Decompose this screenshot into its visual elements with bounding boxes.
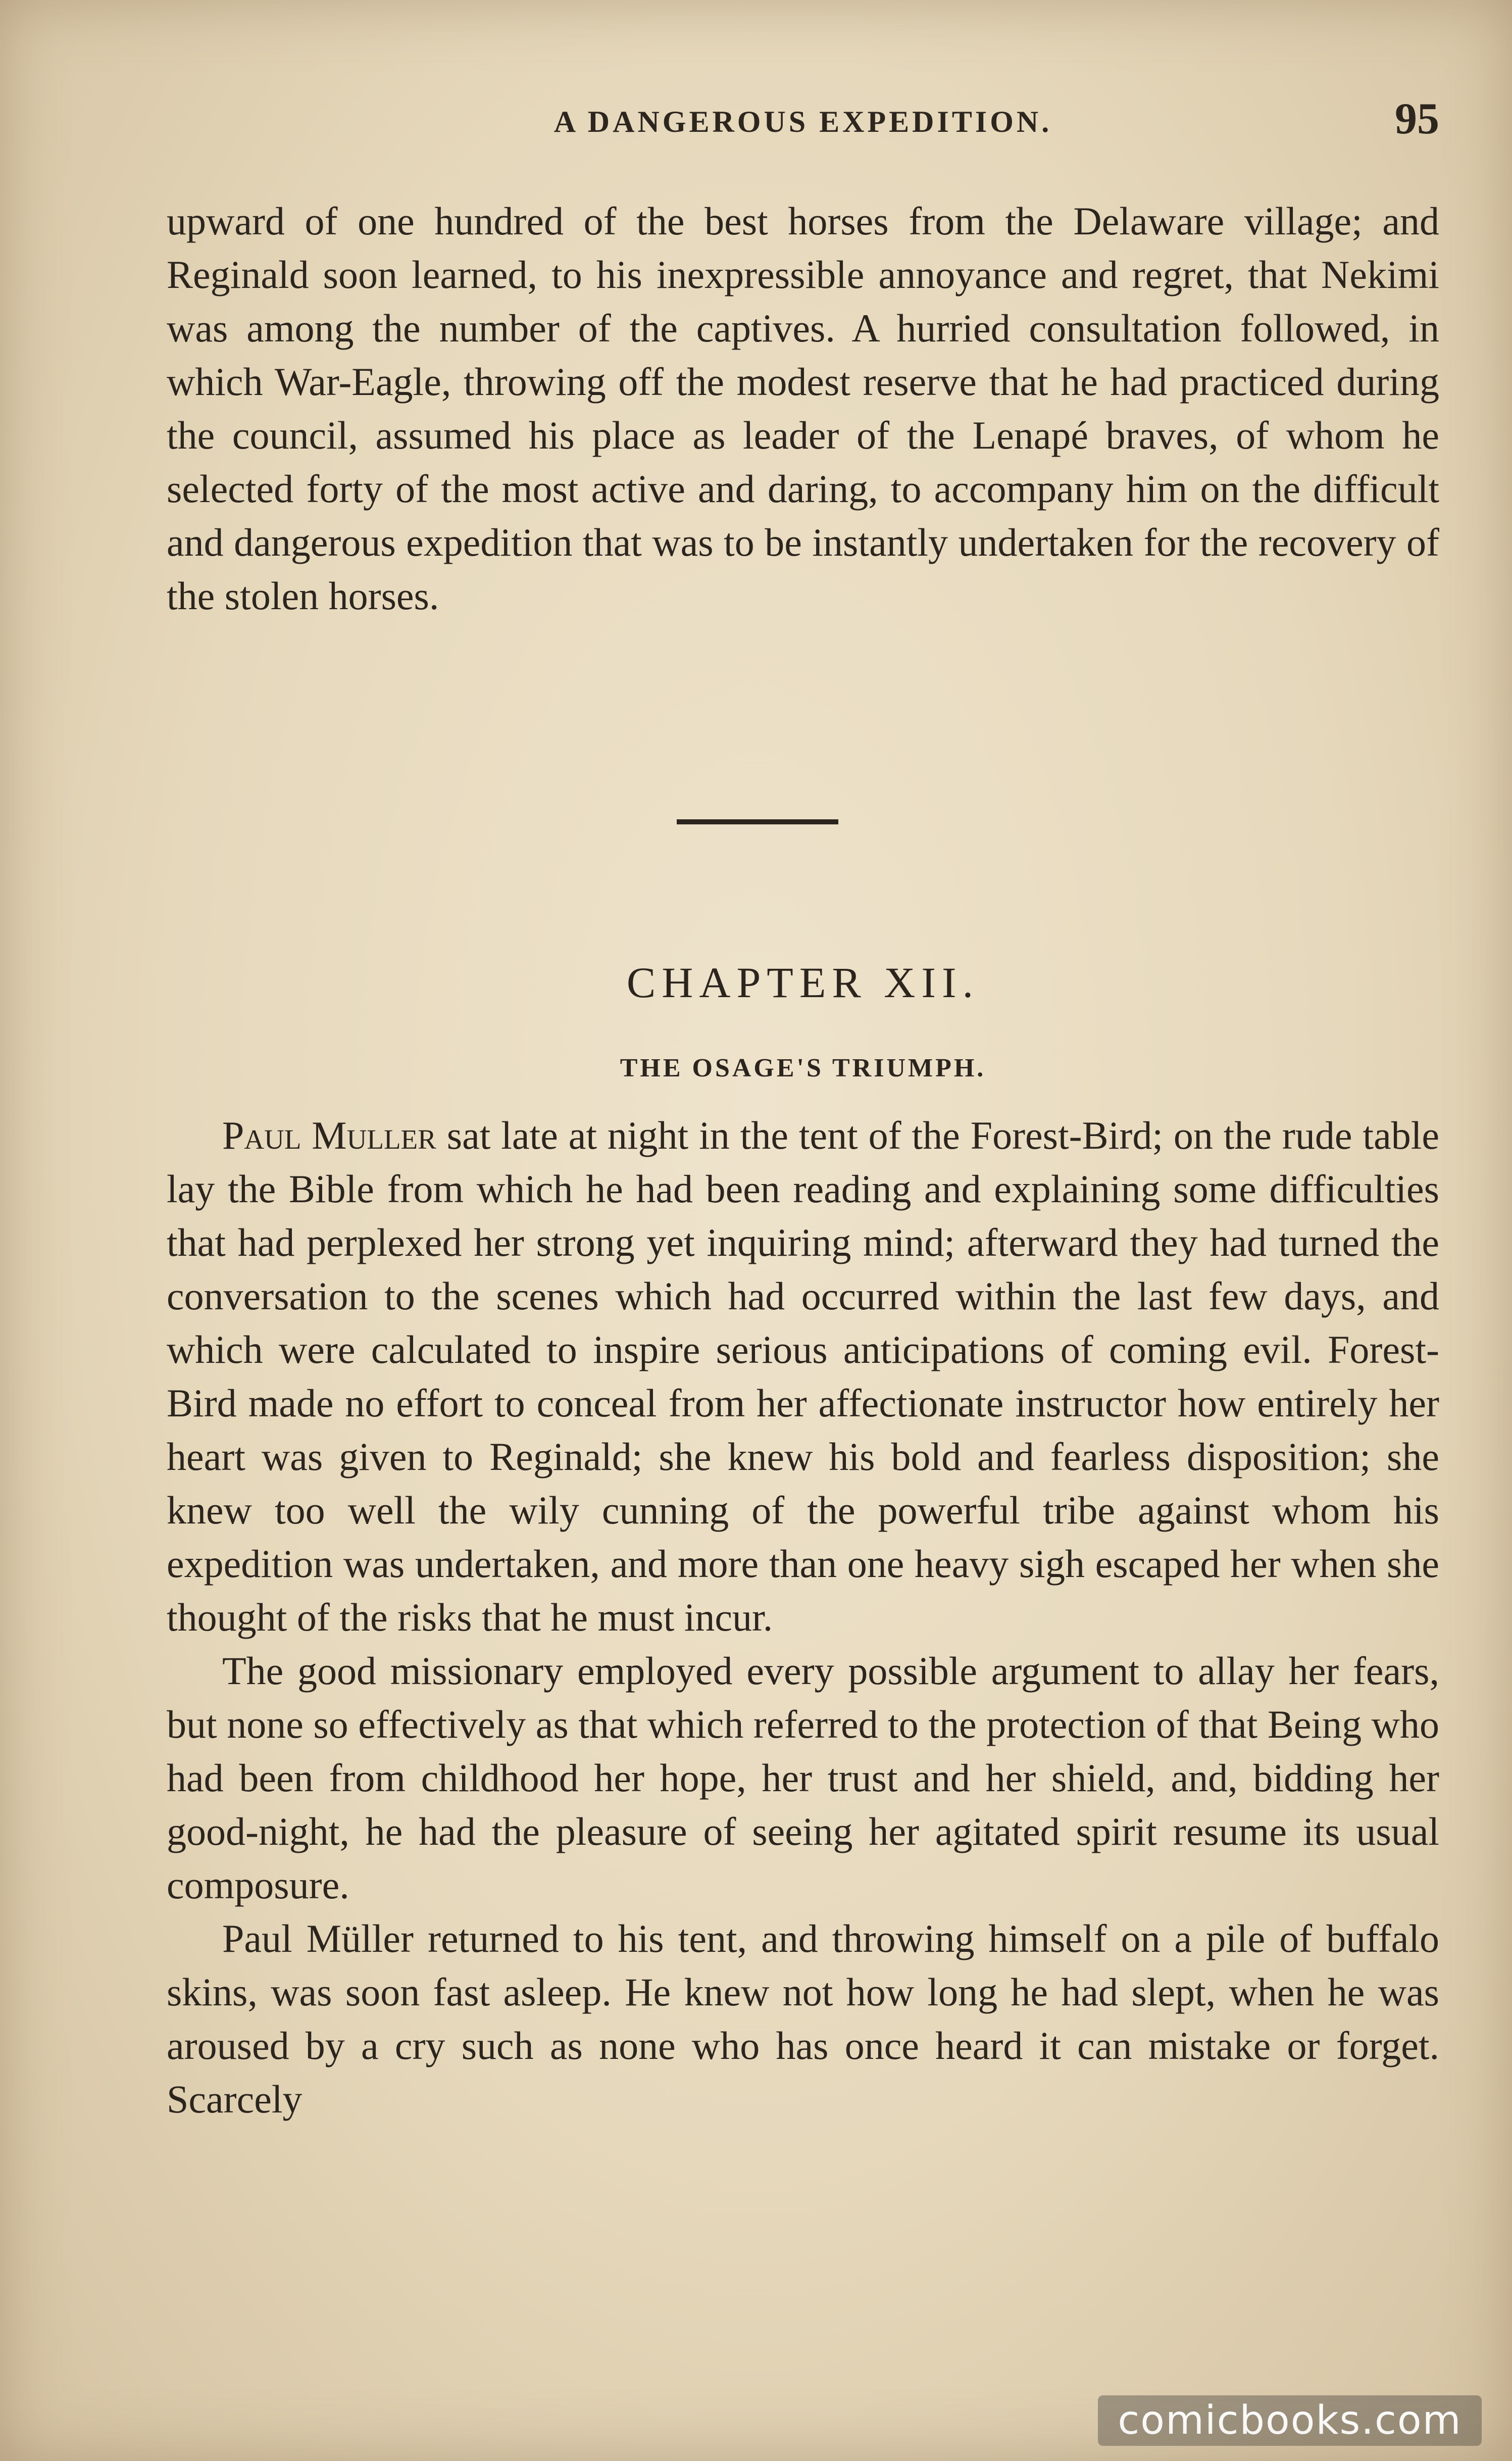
page-number: 95: [1395, 94, 1439, 143]
lead-name: Paul Muller: [222, 1113, 436, 1157]
chapter-paragraph-1: [167, 1109, 1439, 1644]
watermark: comicbooks.com: [1098, 2395, 1482, 2446]
chapter-subtitle: THE OSAGE'S TRIUMPH.: [620, 1054, 986, 1082]
chapter-body: [167, 1109, 1439, 2126]
chapter-title: CHAPTER XII.: [626, 958, 980, 1007]
running-head: [167, 93, 1439, 149]
chapter-paragraph-1-text: sat late at night in the tent of the Forest-Bird; on the rude table lay the Bible from which he had been reading and explaining some difficulties that had perplexed her strong yet inquiring mind; afterward they had turned the conversation to the scenes which had occurred within the last few days, and which were calculated to inspire serious anticipations of coming evil. Forest-Bird made no effort to conceal from her affectionate instructor how entirely her heart was given to Reginald; she knew his bold and fearless disposition; she knew too well the wily cunning of the powerful tribe against whom his expedition was undertaken, and more than one heavy sigh escaped her when she thought of the risks that he must incur.: [167, 1113, 1439, 1639]
chapter-paragraph-2: The good missionary employed every possible argument to allay her fears, but none so effectively as that which referred to the protection of that Being who had been from childhood her hope, her trust and her shield, and, bidding her good-night, he had the pleasure of seeing her agitated spirit resume its usual composure.: [167, 1649, 1439, 1907]
opening-paragraph: upward of one hundred of the best horses from the Delaware village; and Reginald soon learned, to his inexpressible annoyance and regret, that Nekimi was among the number of the captives. A hurried consultation followed, in which War-Eagle, throwing off the modest reserve that he had practiced during the council, assumed his place as leader of the Lenapé braves, of whom he selected forty of the most active and daring, to accompany him on the difficult and dangerous expedition that was to be instantly undertaken for the recovery of the stolen horses.: [167, 199, 1439, 618]
chapter-paragraph-3: Paul Müller returned to his tent, and throwing himself on a pile of buffalo skins, was soon fast asleep. He knew not how long he had slept, when he was aroused by a cry such as none who has once heard it can mistake or forget. Scarcely: [167, 1916, 1439, 2121]
running-title: A DANGEROUS EXPEDITION.: [553, 105, 1052, 138]
opening-paragraph-block: [167, 194, 1439, 623]
section-divider: [677, 819, 838, 824]
